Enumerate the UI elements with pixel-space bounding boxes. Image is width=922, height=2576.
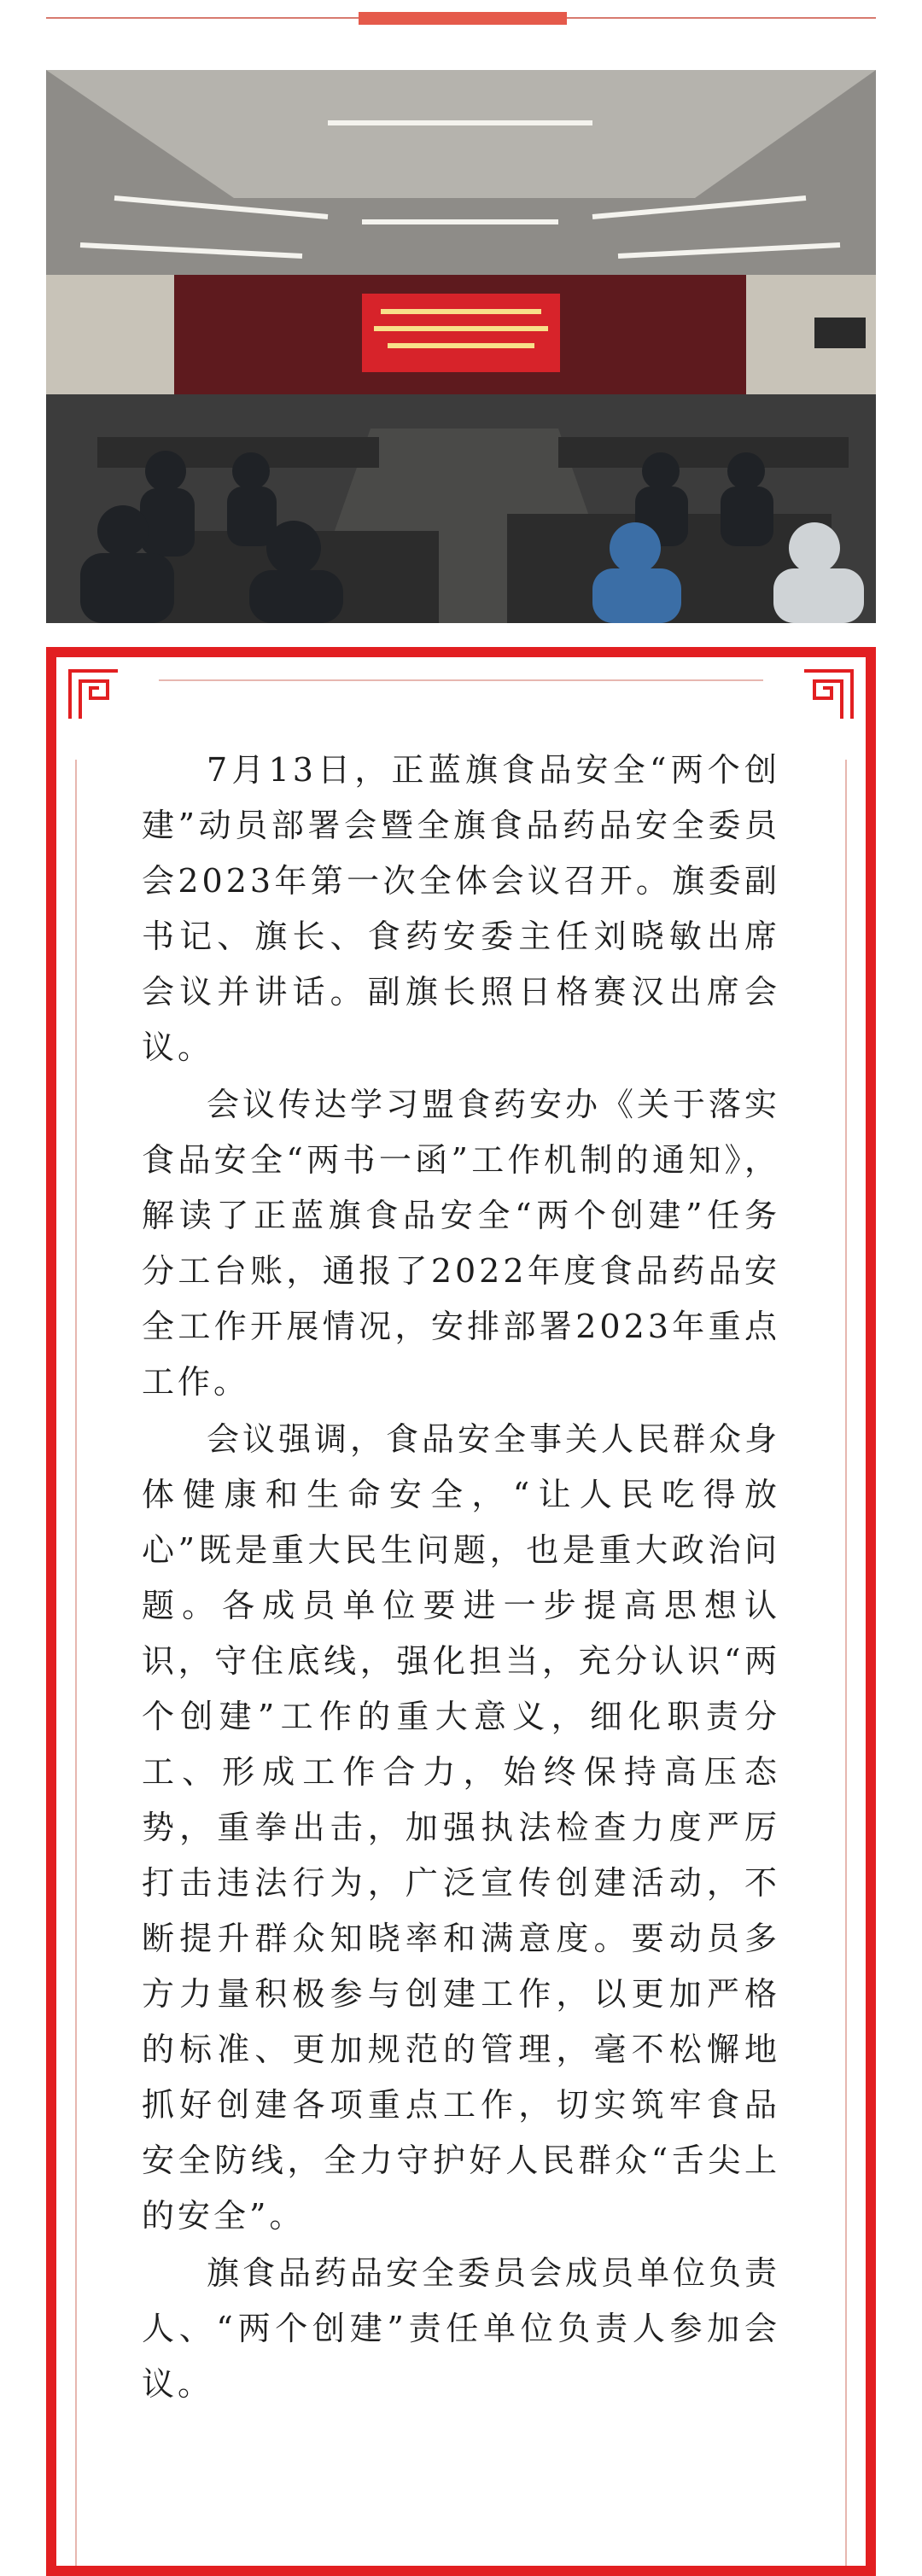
frame-inner-line-right: [845, 760, 847, 2566]
article-body: [142, 743, 780, 2414]
article-paragraph: 会议强调，食品安全事关人民群众身体健康和生命安全，“让人民吃得放心”既是重大民生问题，也是重大政治问题。各成员单位要进一步提高思想认识，守住底线，强化担当，充分认识“两个创建”工作的重大意义，细化职责分工、形成工作合力，始终保持高压态势，重拳出击，加强执法检查力度严厉打击违法行为，广泛宣传创建活动，不断提升群众知晓率和满意度。要动员多方力量积极参与创建工作，以更加严格的标准、更加规范的管理，毫不松懈地抓好创建各项重点工作，切实筑牢食品安全防线，全力守护好人民群众“舌尖上的安全”。: [142, 1420, 781, 2235]
article-frame: [46, 647, 876, 2576]
frame-inner-line-left: [75, 760, 77, 2566]
top-accent-tab: [359, 12, 567, 25]
article-paragraph: 旗食品药品安全委员会成员单位负责人、“两个创建”责任单位负责人参加会议。: [142, 2254, 781, 2403]
corner-ornament-left-icon: [68, 669, 120, 720]
corner-ornament-right-icon: [802, 669, 854, 720]
meeting-photo: [46, 70, 876, 623]
article-paragraph: 会议传达学习盟食药安办《关于落实食品安全“两书一函”工作机制的通知》，解读了正蓝旗食品安全“两个创建”任务分工台账，通报了2022年度食品药品安全工作开展情况，安排部署2023年重点工作。: [142, 1086, 781, 1401]
frame-inner-line-top: [159, 679, 763, 681]
article-paragraph: 7月13日，正蓝旗食品安全“两个创建”动员部署会暨全旗食品药品安全委员会2023年第一次全体会议召开。旗委副书记、旗长、食药安委主任刘晓敏出席会议并讲话。副旗长照日格赛汉出席会议。: [142, 751, 780, 1066]
